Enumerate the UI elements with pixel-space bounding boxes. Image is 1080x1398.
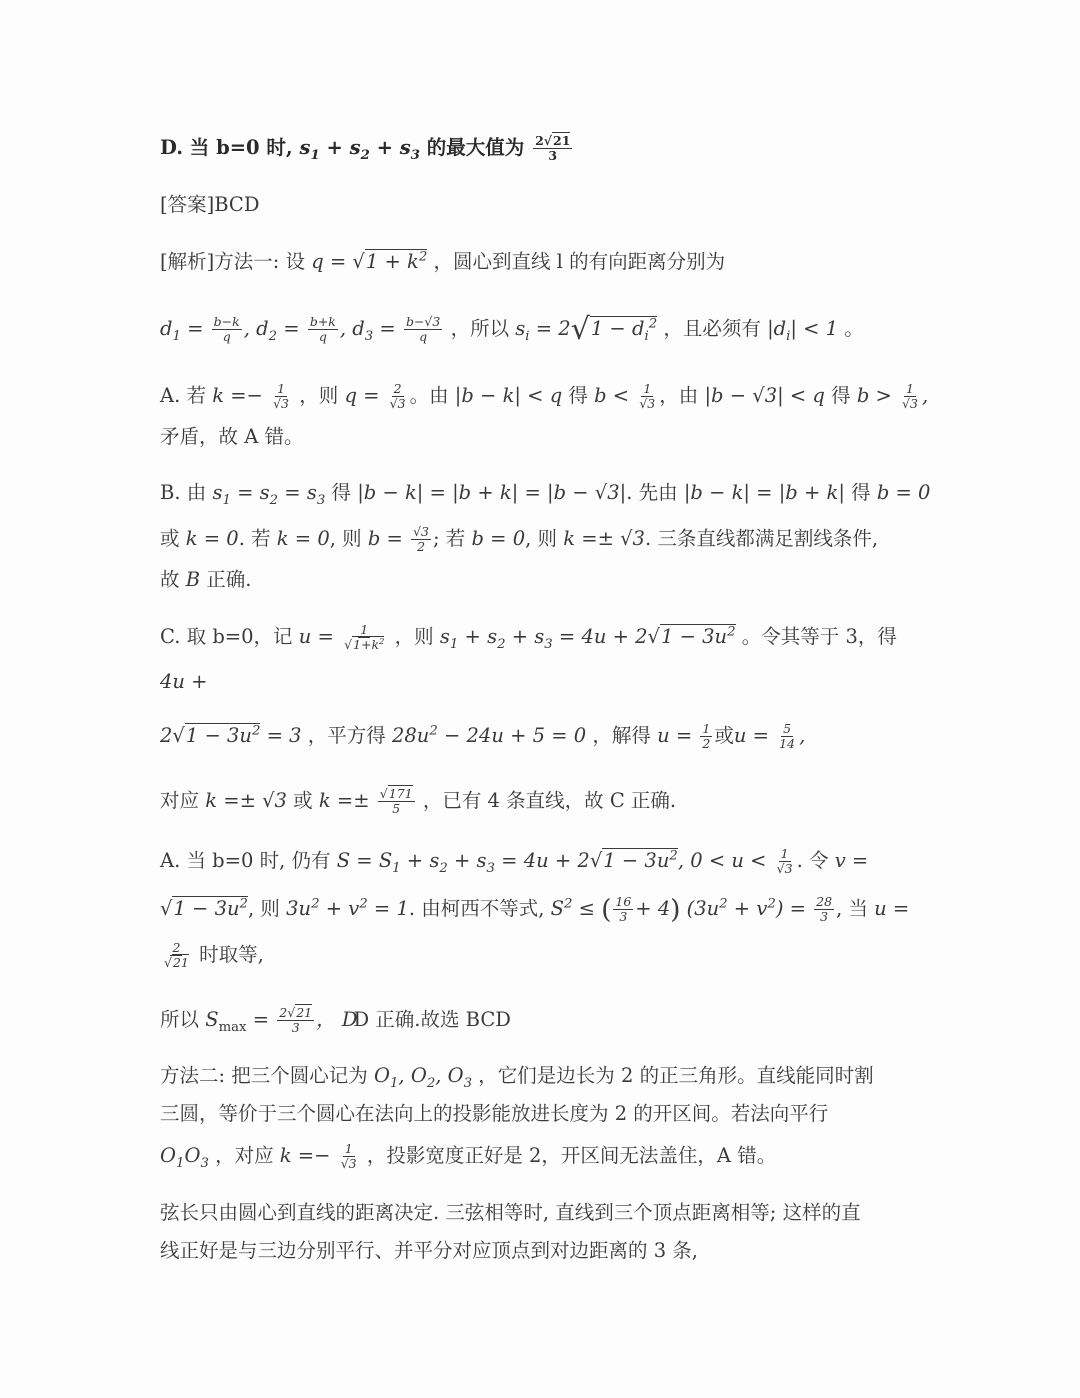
math: b = 0 [471, 527, 526, 550]
math: b = $\frac{√3}{2}$ [367, 524, 430, 554]
method2-line-3 [160, 1141, 920, 1171]
text: 故 [160, 568, 180, 591]
chord-line-1: 弦长只由圆心到直线的距离决定. 三弦相等时, 直线到三个顶点距离相等; 这样的直 [160, 1201, 861, 1224]
math-s-sum: $s_1 + s_2 + s_3$ [299, 136, 420, 163]
math: $O_1O_3$ [160, 1144, 209, 1171]
option-a2-line-1 [160, 846, 920, 876]
text: 正确. [206, 568, 252, 591]
math: u = $\frac{1}{2}$ [657, 721, 711, 751]
text: 得 [331, 481, 351, 504]
text: ，则 [299, 384, 339, 407]
option-c-line-1 [160, 622, 920, 652]
math: B [185, 568, 201, 591]
math: $S = S_1 + s_2 + s_3 = 4u + 2√1 - 3u^2$, 0 < u < $\frac{1}{√3}$ [336, 846, 793, 876]
text: A. 当 b=0 时, 仍有 [160, 849, 331, 872]
math: |b − √3| < q [704, 384, 825, 407]
text: . 三条直线都满足割线条件, [644, 527, 879, 550]
option-b-line-1 [160, 478, 931, 508]
option-b-line-3 [160, 565, 920, 595]
text: 。 [844, 317, 864, 340]
math: $\frac{2}{√21}$ [164, 940, 189, 970]
math: v = [834, 849, 869, 872]
text: ，所以 [450, 317, 510, 340]
text: , 则 [329, 527, 362, 550]
math-q: $q = √1 + k^2$ [311, 249, 428, 273]
math: $3u^2 + v^2 = 1$ [286, 896, 409, 920]
text: . 先由 [626, 481, 678, 504]
math: k =− $\frac{1}{√3}$ [212, 381, 290, 411]
math: $s_1 = s_2 = s_3$ [212, 481, 326, 508]
math: k = 0 [185, 527, 239, 550]
text: C. 取 b=0，记 [160, 625, 293, 648]
text: B. 由 [160, 481, 207, 504]
text: ，平方得 [307, 724, 386, 747]
text: 。令其等于 3，得 [741, 625, 897, 648]
text: D. 当 b=0 时, [160, 136, 293, 159]
math: $2√1 - 3u^2 = 3$ [160, 723, 302, 747]
math: |b − k| < q [454, 384, 563, 407]
text: . 若 [238, 527, 271, 550]
text: ，且必须有 [663, 317, 761, 340]
math-di: $|d_i| < 1$ [767, 317, 839, 344]
text: , 则 [247, 897, 280, 920]
text: 方法二: 把三个圆心记为 [160, 1064, 368, 1087]
math: |b − k| = |b + k| [683, 481, 845, 504]
text: A. 若 [160, 384, 206, 407]
text: , 则 [525, 527, 558, 550]
text: 时取等, [199, 943, 264, 966]
option-b-line-2 [160, 524, 920, 554]
math: q = $\frac{2}{√3}$ [344, 381, 406, 411]
option-a-line-1 [160, 381, 929, 411]
math: u = $\frac{5}{14}$ , [733, 721, 806, 751]
math: $√1 - 3u^2$ [160, 896, 248, 920]
math: k =± √3 [563, 527, 645, 550]
method2-line-1 [160, 1061, 920, 1091]
text: 得 [568, 384, 588, 407]
text: ，对应 [215, 1144, 274, 1167]
text: ，投影宽度正好是 2，开区间无法盖住，A 错。 [366, 1144, 777, 1167]
text: 得 [831, 384, 851, 407]
option-d-line [160, 133, 920, 163]
text: ，则 [394, 625, 434, 648]
text: 。由 [409, 384, 449, 407]
math: k = 0 [276, 527, 330, 550]
math: u = $\frac{1}{√1+k^2}$ [298, 622, 385, 652]
distance-line [160, 314, 920, 345]
text: ; 若 [433, 527, 466, 550]
option-a2-line-2 [160, 894, 920, 925]
text: ，它们是边长为 2 的正三角形。直线能同时割 [478, 1064, 874, 1087]
text: 所以 [160, 1008, 200, 1031]
option-a-line-2: 矛盾，故 A 错。 [160, 425, 304, 448]
option-c-line-2: 4u + [160, 670, 208, 693]
frac-max: $\frac{2√21}{3}$ [535, 133, 571, 163]
option-c-line-4 [160, 786, 920, 816]
math: k =± $\frac{√171}{5}$ [318, 786, 413, 816]
text: 得 [851, 481, 871, 504]
math-distances: $d_1$ = $\frac{b-k}{q}$ , $d_2$ = $\frac{b+k}{q}$ , $d_3$ = $\frac{b-√3}{q}$ [160, 314, 441, 344]
text: 的最大值为 [426, 136, 525, 159]
answer-line: [答案]BCD [160, 193, 260, 216]
text: . 令 [796, 849, 829, 872]
text: [解析]方法一: 设 [160, 250, 305, 273]
math: b = 0 [876, 481, 931, 504]
math: b > $\frac{1}{√3}$ , [856, 381, 929, 411]
text: 或 [293, 789, 313, 812]
text: . 由柯西不等式, [408, 897, 545, 920]
text: D 正确.故选 BCD [353, 1008, 511, 1031]
option-c-line-3 [160, 721, 920, 751]
text: , 当 [836, 897, 868, 920]
math: u = [874, 897, 910, 920]
method2-line-2: 三圆，等价于三个圆心在法向上的投影能放进长度为 2 的开区间。若法向平行 [160, 1102, 829, 1125]
math: D [341, 1008, 358, 1031]
text: ，已有 4 条直线，故 C 正确. [422, 789, 677, 812]
math: b < $\frac{1}{√3}$ [594, 381, 656, 411]
math: $S_{max}$ = $\frac{2√21}{3}$ ， [205, 1005, 336, 1035]
text: ，圆心到直线 l 的有向距离分别为 [433, 250, 726, 273]
analysis-line [160, 247, 920, 277]
math: $s_1 + s_2 + s_3 = 4u + 2√1 - 3u^2$ [439, 624, 736, 652]
math: $28u^2 - 24u + 5 = 0$ [391, 723, 587, 747]
math: $S^2$ ≤ ( $\frac{16}{3}$ + 4) $(3u^2 + v^2)$ = $\frac{28}{3}$ [550, 894, 833, 925]
option-a2-line-3 [160, 940, 920, 970]
text: 对应 [160, 789, 200, 812]
text: ，由 [659, 384, 699, 407]
text: 或 [714, 724, 734, 747]
chord-line-2: 线正好是与三边分别平行、并平分对应顶点到对边距离的 3 条, [160, 1239, 699, 1262]
math: k =± √3 [205, 789, 287, 812]
math-si: $s_i = 2√1 - d_i^2$ [515, 312, 658, 347]
math: k =− $\frac{1}{√3}$ [279, 1141, 357, 1171]
text: ，解得 [592, 724, 651, 747]
math: |b − k| = |b + k| = |b − √3| [357, 481, 627, 504]
math: $O_1$, $O_2$, $O_3$ [373, 1064, 473, 1091]
text: 或 [160, 527, 180, 550]
smax-line [160, 1005, 920, 1035]
